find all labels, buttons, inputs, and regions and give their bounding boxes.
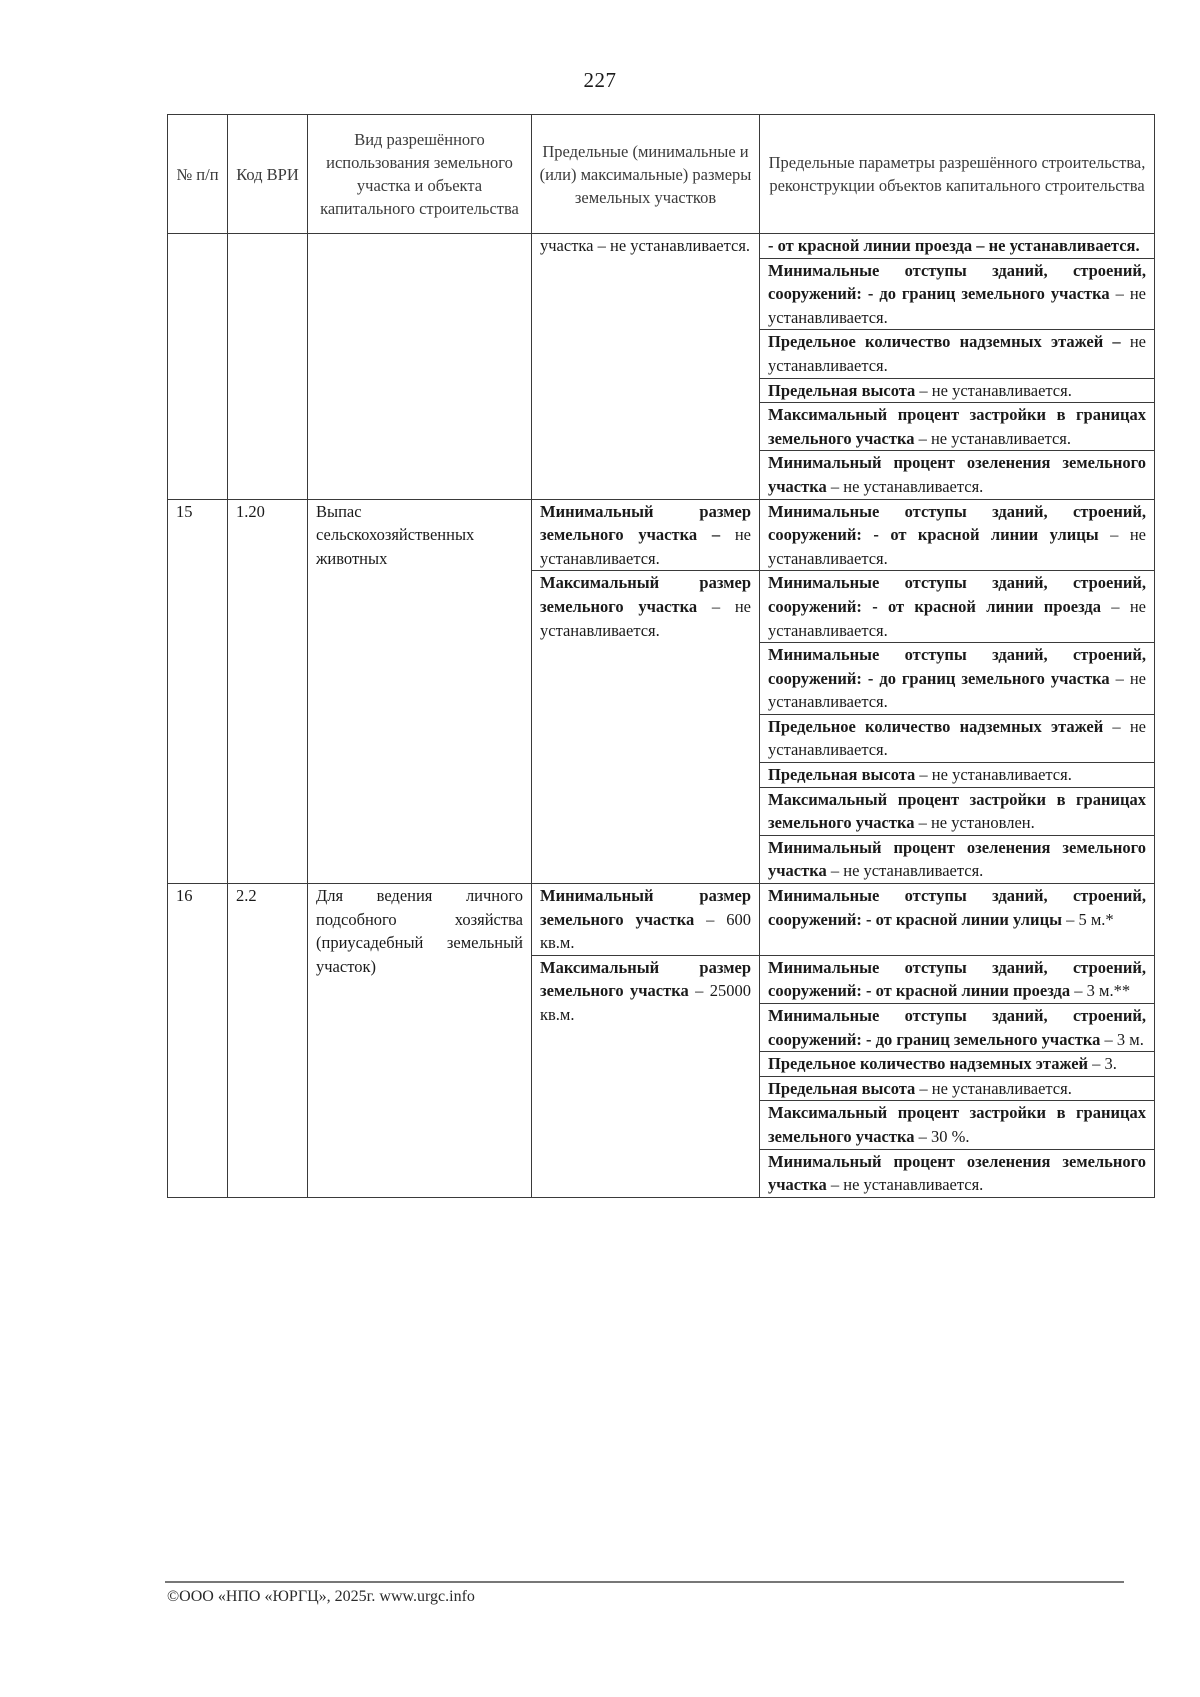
row15-param-5-label: Предельная высота xyxy=(768,765,916,785)
param-cell xyxy=(760,643,1155,715)
row15-max-size-cell xyxy=(532,571,760,884)
param-cell xyxy=(760,884,1155,956)
param-cell xyxy=(760,835,1155,883)
row15-param-1-label: Минимальные отступы зданий, строений, сооружений: - от красной линии улицы xyxy=(768,501,1146,545)
row16-param-1-value: – 5 м.* xyxy=(1061,909,1114,929)
row15-param-1-value: – не устанавливается. xyxy=(768,525,1146,568)
header-use: Вид разрешённого использования земельного участка и объекта капитального строительства xyxy=(308,115,532,234)
cont-param-1: - от красной линии проезда – не устанавливается. xyxy=(768,236,1140,255)
row15-max-size-label: Максимальный размер земельного участка xyxy=(540,573,751,616)
row16-param-7-value: – не устанавливается. xyxy=(826,1175,984,1195)
row15-param-7-value: – не устанавливается. xyxy=(826,861,984,881)
cont-param-3-value: не устанавливается. xyxy=(768,332,1146,375)
table-row xyxy=(168,234,1155,259)
cont-param-2-value: – не устанавливается. xyxy=(768,284,1146,327)
param-cell xyxy=(760,330,1155,378)
param-cell xyxy=(760,955,1155,1003)
row16-param-4-label: Предельное количество надземных этажей xyxy=(768,1054,1089,1074)
row16-num: 16 xyxy=(168,884,228,1198)
header-num: № п/п xyxy=(168,115,228,234)
param-cell xyxy=(760,787,1155,835)
header-size: Предельные (минимальные и (или) максимальные) размеры земельных участков xyxy=(532,115,760,234)
row16-param-6-label: Максимальный процент застройки в границах земельного участка xyxy=(768,1103,1146,1146)
row15-param-7-label: Минимальный процент озеленения земельного участка xyxy=(768,837,1146,881)
param-cell xyxy=(760,1076,1155,1101)
row15-param-6-label: Максимальный процент застройки в границах земельного участка xyxy=(768,789,1146,833)
row16-param-5-value: – не устанавливается. xyxy=(915,1078,1072,1098)
table-header-row xyxy=(168,115,1155,234)
param-cell xyxy=(760,763,1155,788)
row16-param-3-value: – 3 м. xyxy=(1100,1029,1144,1049)
row15-max-size-value: – не устанавливается. xyxy=(540,596,751,640)
cont-param-2-label: Минимальные отступы зданий, строений, сооружений: - до границ земельного участка xyxy=(768,260,1146,304)
param-cell xyxy=(760,1052,1155,1077)
cont-param-6-value: – не устанавливается. xyxy=(826,476,984,496)
param-cell xyxy=(760,378,1155,403)
row16-use: Для ведения личного подсобного хозяйства (приусадебный земельный участок) xyxy=(316,886,523,976)
cont-param-4-value: – не устанавливается. xyxy=(915,380,1072,400)
row15-param-2-value: – не устанавливается. xyxy=(768,596,1146,640)
param-cell xyxy=(760,234,1155,259)
row16-param-1-label: Минимальные отступы зданий, строений, сооружений: - от красной линии улицы xyxy=(768,886,1146,929)
row15-min-size-value: не устанавливается. xyxy=(540,525,751,568)
param-cell xyxy=(760,403,1155,451)
row16-param-7-label: Минимальный процент озеленения земельного участка xyxy=(768,1151,1146,1195)
row15-param-3-value: – не устанавливается. xyxy=(768,668,1146,712)
row16-min-size-value: – 600 кв.м. xyxy=(540,909,751,953)
param-cell xyxy=(760,571,1155,643)
param-cell xyxy=(760,451,1155,499)
cont-use-cell xyxy=(308,234,532,500)
param-cell xyxy=(760,714,1155,762)
param-cell xyxy=(760,1101,1155,1149)
header-code: Код ВРИ xyxy=(228,115,308,234)
param-cell xyxy=(760,258,1155,330)
header-params: Предельные параметры разрешённого строительства, реконструкции объектов капитального строительства xyxy=(760,115,1155,234)
param-cell xyxy=(760,499,1155,571)
row15-num: 15 xyxy=(168,499,228,884)
row15-min-size-cell xyxy=(532,499,760,571)
row16-max-size-cell xyxy=(532,955,760,1197)
row16-min-size-cell xyxy=(532,884,760,956)
row15-param-4-label: Предельное количество надземных этажей xyxy=(768,716,1104,736)
param-cell xyxy=(760,1149,1155,1197)
row16-max-size-value: – 25000 кв.м. xyxy=(540,981,751,1024)
cont-size-cell xyxy=(532,234,760,500)
cont-param-5-label: Максимальный процент застройки в границах земельного участка xyxy=(768,405,1146,448)
row16-param-6-value: – 30 %. xyxy=(914,1126,970,1146)
row16-param-3-label: Минимальные отступы зданий, строений, сооружений: - до границ земельного участка xyxy=(768,1006,1146,1049)
footer-copyright: ©ООО «НПО «ЮРГЦ», 2025г. www.urgc.info xyxy=(167,1588,475,1605)
row16-code: 2.2 xyxy=(228,884,308,1198)
row16-param-2-label: Минимальные отступы зданий, строений, сооружений: - от красной линии проезда xyxy=(768,957,1146,1001)
cont-num-cell xyxy=(168,234,228,500)
cont-size-text: участка – не устанавливается. xyxy=(540,236,751,255)
row15-min-size-label: Минимальный размер земельного участка – xyxy=(540,501,751,545)
row15-code: 1.20 xyxy=(228,499,308,884)
table-row xyxy=(168,499,1155,571)
row15-param-6-value: – не установлен. xyxy=(914,813,1035,833)
row15-param-5-value: – не устанавливается. xyxy=(915,765,1072,785)
row16-param-4-value: – 3. xyxy=(1088,1054,1117,1074)
row15-use: Выпас сельскохозяйственных животных xyxy=(308,499,532,884)
table-row xyxy=(168,884,1155,956)
row16-use-cell xyxy=(308,884,532,1198)
row15-param-2-label: Минимальные отступы зданий, строений, сооружений: - от красной линии проезда xyxy=(768,573,1146,616)
regulations-table xyxy=(167,114,1155,1198)
row16-param-2-value: – 3 м.** xyxy=(1070,981,1131,1001)
row15-param-4-value: – не устанавливается. xyxy=(768,716,1146,760)
row16-param-5-label: Предельная высота xyxy=(768,1078,916,1098)
cont-param-6-label: Минимальный процент озеленения земельного участка xyxy=(768,453,1146,496)
cont-code-cell xyxy=(228,234,308,500)
footer-divider xyxy=(165,1581,1124,1583)
cont-param-5-value: – не устанавливается. xyxy=(914,428,1072,448)
page-number: 227 xyxy=(583,68,617,92)
cont-param-4-label: Предельная высота xyxy=(768,380,916,400)
row15-param-3-label: Минимальные отступы зданий, строений, сооружений: - до границ земельного участка xyxy=(768,645,1146,688)
row16-max-size-label: Максимальный размер земельного участка xyxy=(540,957,751,1001)
param-cell xyxy=(760,1004,1155,1052)
row16-min-size-label: Минимальный размер земельного участка xyxy=(540,886,751,929)
cont-param-3-label: Предельное количество надземных этажей – xyxy=(768,332,1121,352)
